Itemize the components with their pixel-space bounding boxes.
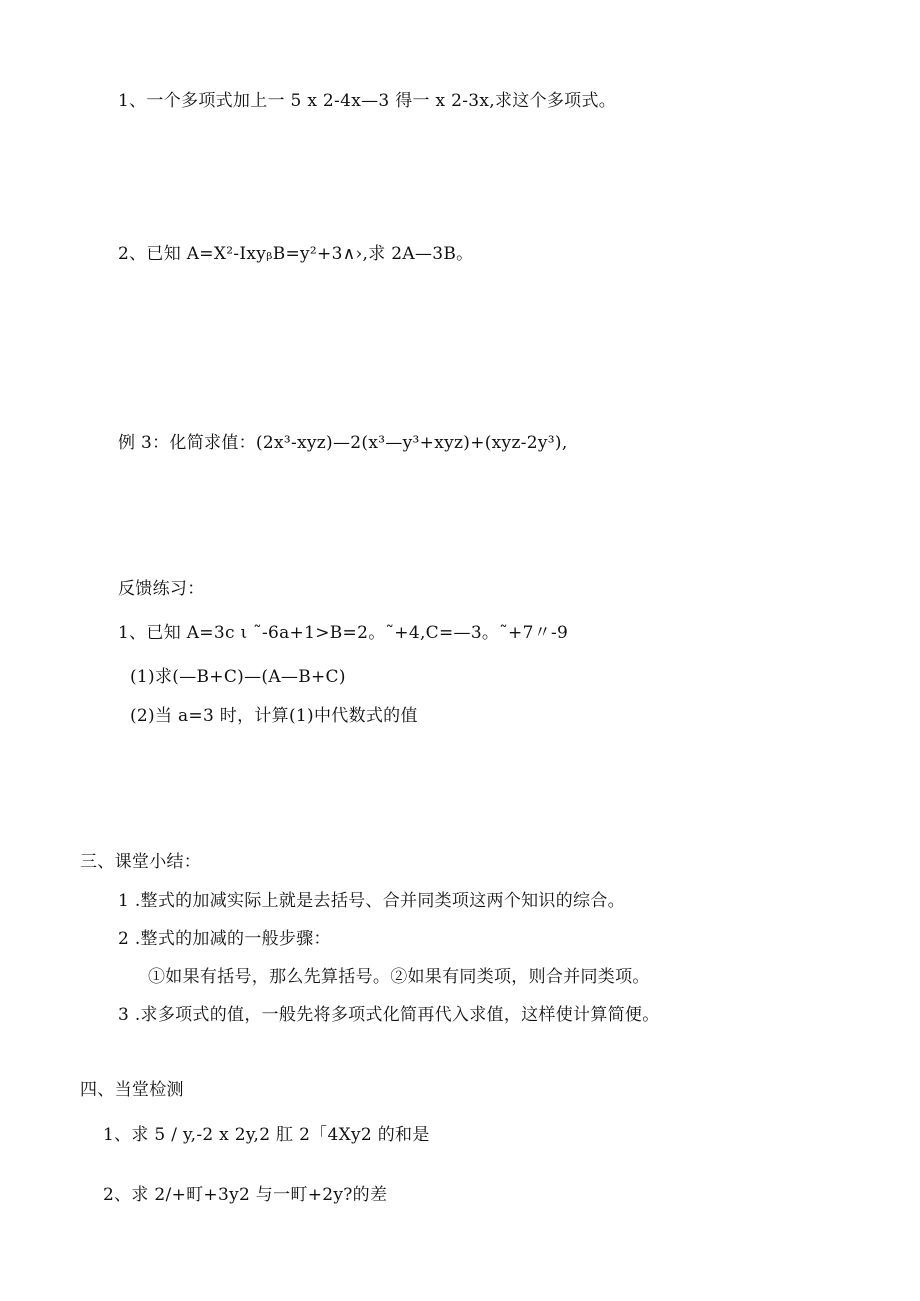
practice-question-1: 1、一个多项式加上一 5 x 2-4x—3 得一 x 2-3x,求这个多项式。	[118, 91, 617, 111]
summary-item-3: 3 .求多项式的值，一般先将多项式化简再代入求值，这样使计算简便。	[118, 1005, 660, 1025]
summary-item-1: 1 .整式的加减实际上就是去括号、合并同类项这两个知识的综合。	[118, 891, 625, 911]
feedback-heading: 反馈练习：	[118, 579, 205, 599]
summary-item-2-detail: ①如果有括号，那么先算括号。②如果有同类项，则合并同类项。	[148, 967, 650, 987]
test-question-2: 2、求 2/+町+3y2 与一町+2y?的差	[103, 1185, 388, 1205]
practice-question-2: 2、已知 A=X²-IxyᵦB=y²+3∧›,求 2A—3B。	[118, 244, 474, 264]
test-question-1: 1、求 5 / y,-2 x 2y,2 肛 2「4Xy2 的和是	[103, 1125, 430, 1145]
feedback-part-2: (2)当 a=3 时，计算(1)中代数式的值	[130, 706, 418, 726]
test-heading: 四、当堂检测	[80, 1080, 184, 1100]
summary-heading: 三、课堂小结：	[80, 852, 202, 872]
summary-item-2: 2 .整式的加减的一般步骤：	[118, 929, 331, 949]
feedback-question-1: 1、已知 A=3c ι ˜-6a+1>B=2。˜+4,C=—3。˜+7〃-9	[118, 623, 569, 643]
feedback-part-1: (1)求(—B+C)—(A—B+C)	[130, 667, 346, 687]
example-3: 例 3：化简求值：(2x³-xyz)—2(x³—y³+xyz)+(xyz-2y³),	[118, 433, 568, 453]
